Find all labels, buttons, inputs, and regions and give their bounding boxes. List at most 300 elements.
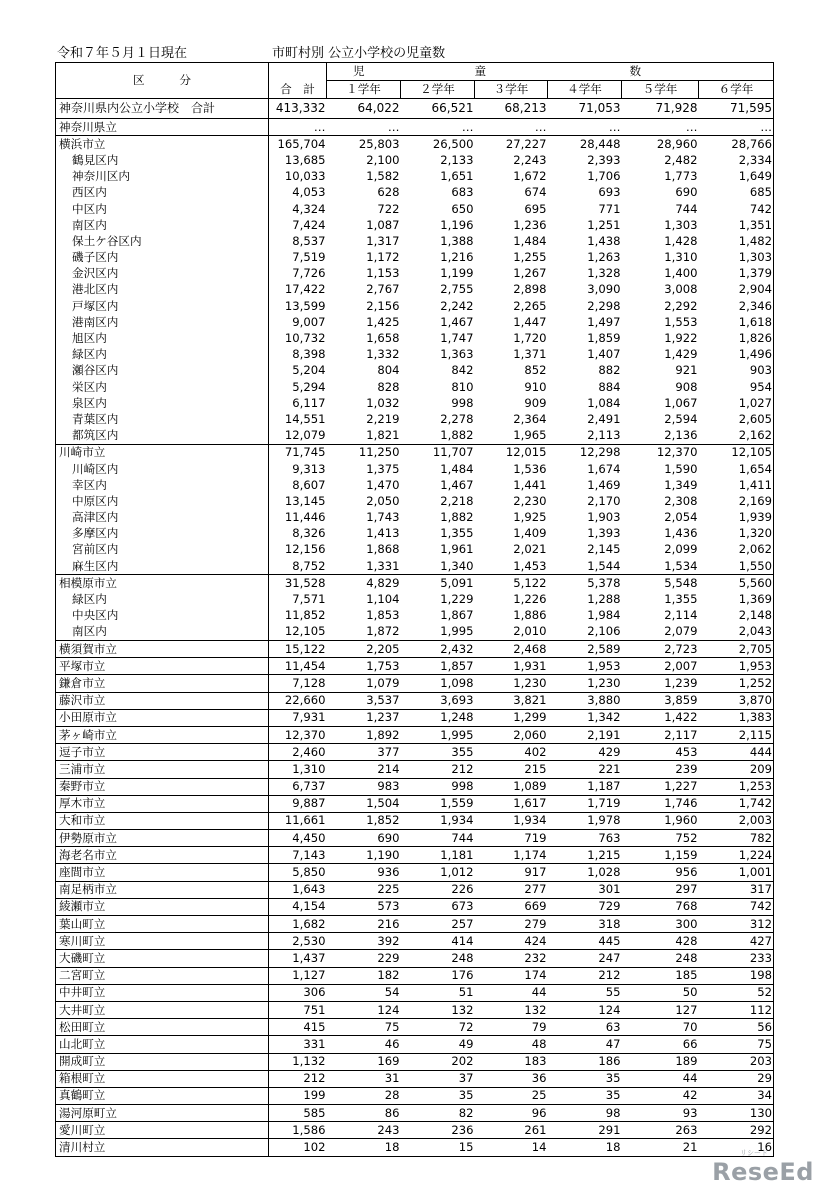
cell-value: 203	[699, 1053, 774, 1070]
cell-value: …	[699, 119, 774, 136]
table-row	[56, 379, 774, 395]
cell-value: 1,132	[269, 1053, 327, 1070]
cell-value: 261	[475, 1122, 548, 1139]
cell-value: 44	[475, 984, 548, 1001]
cell-value: 1,227	[622, 778, 699, 795]
cell-value: 56	[699, 1019, 774, 1036]
cell-value: 11,852	[284, 608, 326, 623]
row-name: 神奈川県内公立小学校 合計	[56, 99, 269, 119]
cell-value: 5,378	[548, 575, 622, 592]
cell-value: …	[622, 119, 699, 136]
cell-value: 2,162	[699, 428, 774, 445]
cell-value: 72	[401, 1019, 475, 1036]
cell-value: 1,747	[440, 331, 474, 346]
cell-value: 1,224	[699, 847, 774, 864]
row-name: 山北町立	[56, 1036, 269, 1053]
watermark-sub: リシード	[740, 1149, 768, 1157]
cell-value: 1,939	[699, 510, 774, 526]
cell-value: 1,447	[513, 314, 547, 329]
cell-value: 1,393	[587, 526, 621, 541]
cell-value: 52	[699, 984, 774, 1001]
cell-value: 1,857	[401, 658, 475, 675]
cell-value: 2,468	[475, 641, 548, 658]
cell-value: 5,091	[401, 575, 475, 592]
cell-value: 243	[327, 1122, 401, 1139]
cell-value: 4,829	[327, 575, 401, 592]
table-row	[56, 201, 774, 217]
cell-value: 1,853	[366, 608, 400, 623]
row-name: 金沢区内	[56, 266, 269, 282]
cell-value: 36	[475, 1070, 548, 1087]
cell-value: 1,331	[366, 558, 400, 573]
cell-value: 212	[401, 761, 475, 778]
table-title: 市町村別 公立小学校の児童数	[272, 46, 446, 61]
cell-value: 21	[622, 1139, 699, 1156]
cell-value: 1,582	[366, 169, 400, 184]
cell-value: 4,053	[292, 185, 326, 200]
cell-value: 1,559	[401, 795, 475, 812]
cell-value: 25	[475, 1087, 548, 1104]
cell-value: 1,252	[699, 675, 774, 692]
cell-value: 2,113	[587, 428, 621, 443]
table-row	[56, 916, 774, 933]
cell-value: 3,537	[327, 692, 401, 709]
cell-value: 1,159	[622, 847, 699, 864]
row-name: 小田原市立	[56, 709, 269, 726]
cell-value: 55	[548, 984, 622, 1001]
cell-value: 2,298	[587, 298, 621, 313]
cell-value: 1,961	[440, 542, 474, 557]
cell-value: 1,226	[513, 592, 547, 607]
table-row	[56, 152, 774, 168]
cell-value: 1,886	[513, 608, 547, 623]
cell-value: 124	[548, 1001, 622, 1018]
table-row	[56, 411, 774, 427]
cell-value: 186	[548, 1053, 622, 1070]
cell-value: 1,196	[440, 217, 474, 232]
row-name: 神奈川区内	[56, 169, 269, 185]
table-row	[56, 119, 774, 136]
cell-value: 1,067	[664, 395, 698, 410]
cell-value: 402	[475, 744, 548, 761]
cell-value: 7,726	[292, 266, 326, 281]
row-name: 秦野市立	[56, 778, 269, 795]
cell-value: 11,250	[327, 444, 401, 461]
cell-value: 1,104	[366, 592, 400, 607]
group-header-char-3: 数	[622, 63, 699, 81]
cell-value: 1,089	[475, 778, 548, 795]
cell-value: 1,438	[587, 233, 621, 248]
cell-value: 7,931	[269, 709, 327, 726]
cell-value: 690	[675, 185, 698, 200]
cell-value: 782	[699, 830, 774, 847]
cell-value: 6,117	[292, 395, 326, 410]
cell-value: 804	[377, 363, 400, 378]
cell-value: 28	[327, 1087, 401, 1104]
cell-value: 752	[622, 830, 699, 847]
cell-value: 1,953	[548, 658, 622, 675]
cell-value: 1,643	[269, 881, 327, 898]
table-row	[56, 881, 774, 898]
table-row	[56, 558, 774, 575]
cell-value: …	[548, 119, 622, 136]
cell-value: 1,237	[327, 709, 401, 726]
cell-value: 232	[475, 950, 548, 967]
cell-value: 2,170	[587, 493, 621, 508]
table-row	[56, 624, 774, 641]
cell-value: 1,236	[513, 217, 547, 232]
cell-value: 132	[401, 1001, 475, 1018]
row-name: 箱根町立	[56, 1070, 269, 1087]
cell-value: 1,012	[401, 864, 475, 881]
cell-value: 903	[699, 363, 774, 379]
cell-value: 1,255	[513, 250, 547, 265]
cell-value: 1,617	[475, 795, 548, 812]
table-row	[56, 898, 774, 915]
cell-value: 1,743	[366, 510, 400, 525]
cell-value: 2,136	[664, 428, 698, 443]
row-name: 都筑区内	[56, 428, 269, 445]
cell-value: 7,571	[292, 592, 326, 607]
cell-value: 10,732	[284, 331, 326, 346]
row-name: 三浦市立	[56, 761, 269, 778]
cell-value: 1,931	[475, 658, 548, 675]
cell-value: 2,432	[401, 641, 475, 658]
cell-value: 18	[548, 1139, 622, 1156]
table-row	[56, 847, 774, 864]
row-name: 青葉区内	[56, 411, 269, 427]
cell-value: 4,450	[269, 830, 327, 847]
cell-value: 2,054	[664, 510, 698, 525]
cell-value: 1,544	[587, 558, 621, 573]
cell-value: 63	[548, 1019, 622, 1036]
cell-value: 1,230	[548, 675, 622, 692]
cell-value: 29	[699, 1070, 774, 1087]
cell-value: 75	[699, 1036, 774, 1053]
cell-value: 1,882	[440, 428, 474, 443]
cell-value: 1,027	[699, 395, 774, 411]
cell-value: 998	[401, 778, 475, 795]
cell-value: 124	[327, 1001, 401, 1018]
cell-value: 1,867	[440, 608, 474, 623]
table-row	[56, 658, 774, 675]
table-row	[56, 217, 774, 233]
cell-value: 98	[548, 1105, 622, 1122]
cell-value: 842	[451, 363, 474, 378]
cell-value: 1,586	[269, 1122, 327, 1139]
cell-value: 921	[675, 363, 698, 378]
cell-value: 8,326	[292, 526, 326, 541]
cell-value: 884	[598, 379, 621, 394]
cell-value: 771	[598, 201, 621, 216]
row-name: 愛川町立	[56, 1122, 269, 1139]
cell-value: 683	[451, 185, 474, 200]
cell-value: 1,553	[664, 314, 698, 329]
cell-value: 1,682	[269, 916, 327, 933]
cell-value: 8,398	[292, 347, 326, 362]
row-name: 座間市立	[56, 864, 269, 881]
cell-value: 79	[475, 1019, 548, 1036]
cell-value: 2,021	[513, 542, 547, 557]
cell-value: 1,742	[699, 795, 774, 812]
cell-value: 1,672	[513, 169, 547, 184]
cell-value: 46	[327, 1036, 401, 1053]
cell-value: 1,872	[366, 624, 400, 639]
cell-value: 2,904	[699, 282, 774, 298]
cell-value: 909	[524, 395, 547, 410]
cell-value: 3,008	[664, 282, 698, 297]
cell-value: 2,117	[622, 726, 699, 743]
cell-value: 4,324	[292, 201, 326, 216]
cell-value: 31,528	[269, 575, 327, 592]
cell-value: 1,469	[587, 477, 621, 492]
row-name: 泉区内	[56, 395, 269, 411]
cell-value: 1,407	[587, 347, 621, 362]
table-row	[56, 726, 774, 743]
cell-value: 917	[475, 864, 548, 881]
table-row	[56, 608, 774, 624]
row-name: 南区内	[56, 624, 269, 641]
cell-value: 12,370	[269, 726, 327, 743]
cell-value: 1,303	[699, 250, 774, 266]
cell-value: 2,723	[622, 641, 699, 658]
cell-value: 1,651	[440, 169, 474, 184]
cell-value: 1,187	[548, 778, 622, 795]
cell-value: 44	[622, 1070, 699, 1087]
row-name: 磯子区内	[56, 250, 269, 266]
cell-value: 954	[699, 379, 774, 395]
table-body	[56, 99, 774, 1157]
cell-value: 7,128	[269, 675, 327, 692]
cell-value: 132	[475, 1001, 548, 1018]
cell-value: 2,156	[366, 298, 400, 313]
cell-value: 11,707	[401, 444, 475, 461]
table-row	[56, 314, 774, 330]
row-name: 松田町立	[56, 1019, 269, 1036]
table-row	[56, 864, 774, 881]
cell-value: 226	[401, 881, 475, 898]
table-row	[56, 692, 774, 709]
table-row	[56, 477, 774, 493]
cell-value: 66,521	[401, 99, 475, 119]
cell-value: 1,429	[664, 347, 698, 362]
cell-value: 427	[699, 933, 774, 950]
cell-value: 2,705	[699, 641, 774, 658]
cell-value: 1,087	[366, 217, 400, 232]
cell-value: 70	[622, 1019, 699, 1036]
table-row	[56, 185, 774, 201]
cell-value: 71,053	[548, 99, 622, 119]
cell-value: 2,007	[622, 658, 699, 675]
row-name: 綾瀬市立	[56, 898, 269, 915]
cell-value: …	[269, 119, 327, 136]
row-name: 保土ケ谷区内	[56, 233, 269, 249]
cell-value: …	[401, 119, 475, 136]
cell-value: 1,984	[587, 608, 621, 623]
cell-value: 71,745	[269, 444, 327, 461]
cell-value: 257	[401, 916, 475, 933]
cell-value: 50	[622, 984, 699, 1001]
cell-value: 722	[377, 201, 400, 216]
cell-value: 28,448	[548, 136, 622, 153]
cell-value: 1,215	[548, 847, 622, 864]
row-name: 鎌倉市立	[56, 675, 269, 692]
cell-value: 1,467	[440, 477, 474, 492]
cell-value: 2,364	[513, 411, 547, 426]
cell-value: 291	[548, 1122, 622, 1139]
row-name: 相模原市立	[56, 575, 269, 592]
cell-value: 236	[401, 1122, 475, 1139]
row-name: 高津区内	[56, 510, 269, 526]
cell-value: 719	[475, 830, 548, 847]
cell-value: 1,674	[587, 461, 621, 476]
cell-value: 1,028	[548, 864, 622, 881]
cell-value: 1,079	[327, 675, 401, 692]
cell-value: 12,105	[284, 624, 326, 639]
cell-value: 102	[269, 1139, 327, 1156]
cell-value: 628	[377, 185, 400, 200]
cell-value: 2,605	[699, 411, 774, 427]
cell-value: 4,154	[269, 898, 327, 915]
table-row	[56, 526, 774, 542]
cell-value: 11,446	[284, 510, 326, 525]
cell-value: 1,340	[440, 558, 474, 573]
cell-value: 392	[327, 933, 401, 950]
cell-value: 174	[475, 967, 548, 984]
cell-value: 2,243	[513, 152, 547, 167]
cell-value: 112	[699, 1001, 774, 1018]
cell-value: 312	[699, 916, 774, 933]
header-row-1	[56, 63, 774, 81]
cell-value: 1,375	[366, 461, 400, 476]
cell-value: 1,746	[622, 795, 699, 812]
table-row	[56, 1105, 774, 1122]
cell-value: 1,995	[401, 726, 475, 743]
cell-value: 1,342	[548, 709, 622, 726]
cell-value: 54	[327, 984, 401, 1001]
cell-value: 445	[548, 933, 622, 950]
cell-value: 22,660	[269, 692, 327, 709]
cell-value: 169	[327, 1053, 401, 1070]
cell-value: 1,753	[327, 658, 401, 675]
cell-value: 1,892	[327, 726, 401, 743]
table-row	[56, 363, 774, 379]
cell-value: 7,424	[292, 217, 326, 232]
cell-value: 1,504	[327, 795, 401, 812]
cell-value: 1,978	[548, 812, 622, 829]
cell-value: 744	[401, 830, 475, 847]
cell-value: 690	[327, 830, 401, 847]
cell-value: 3,859	[622, 692, 699, 709]
cell-value: 1,253	[699, 778, 774, 795]
cell-value: 16	[699, 1139, 774, 1156]
row-name: 逗子市立	[56, 744, 269, 761]
table-row	[56, 1053, 774, 1070]
cell-value: 1,098	[401, 675, 475, 692]
cell-value: 5,548	[622, 575, 699, 592]
cell-value: 1,355	[664, 592, 698, 607]
cell-value: 248	[622, 950, 699, 967]
cell-value: 35	[548, 1087, 622, 1104]
cell-value: 1,882	[440, 510, 474, 525]
cell-value: 13,685	[284, 152, 326, 167]
cell-value: 1,965	[513, 428, 547, 443]
cell-value: 2,079	[664, 624, 698, 639]
cell-value: 1,328	[587, 266, 621, 281]
cell-value: 1,484	[440, 461, 474, 476]
row-name: 中原区内	[56, 493, 269, 509]
table-row	[56, 950, 774, 967]
cell-value: 2,393	[587, 152, 621, 167]
cell-value: 1,288	[587, 592, 621, 607]
row-name: 開成町立	[56, 1053, 269, 1070]
cell-value: 1,436	[664, 526, 698, 541]
cell-value: 64,022	[327, 99, 401, 119]
cell-value: 428	[622, 933, 699, 950]
cell-value: 31	[327, 1070, 401, 1087]
table-row	[56, 641, 774, 658]
cell-value: 650	[451, 201, 474, 216]
cell-value: 212	[548, 967, 622, 984]
cell-value: 1,960	[622, 812, 699, 829]
table-row	[56, 591, 774, 607]
cell-value: 7,143	[269, 847, 327, 864]
cell-value: 25,803	[327, 136, 401, 153]
cell-value: 1,001	[699, 864, 774, 881]
cell-value: 1,263	[587, 250, 621, 265]
enrollment-table	[55, 62, 774, 1157]
cell-value: 5,204	[292, 363, 326, 378]
cell-value: 695	[524, 201, 547, 216]
cell-value: 189	[622, 1053, 699, 1070]
cell-value: 1,467	[440, 314, 474, 329]
cell-value: 1,153	[366, 266, 400, 281]
cell-value: 768	[622, 898, 699, 915]
cell-value: 2,169	[699, 493, 774, 509]
cell-value: 1,248	[401, 709, 475, 726]
cell-value: 11,661	[269, 812, 327, 829]
cell-value: 48	[475, 1036, 548, 1053]
cell-value: 2,482	[664, 152, 698, 167]
cell-value: 2,346	[699, 298, 774, 314]
cell-value: 233	[699, 950, 774, 967]
cell-value: 216	[327, 916, 401, 933]
cell-value: 1,199	[440, 266, 474, 281]
cell-value: …	[327, 119, 401, 136]
cell-value: 2,050	[366, 493, 400, 508]
cell-value: 1,826	[699, 330, 774, 346]
cell-value: 2,767	[366, 282, 400, 297]
column-header: ６学年	[699, 81, 774, 99]
table-row	[56, 812, 774, 829]
cell-value: 13,145	[284, 493, 326, 508]
cell-value: 10,033	[284, 169, 326, 184]
table-row	[56, 99, 774, 119]
row-name: 中区内	[56, 201, 269, 217]
cell-value: 301	[548, 881, 622, 898]
cell-value: 1,229	[440, 592, 474, 607]
table-row	[56, 744, 774, 761]
cell-value: 199	[269, 1087, 327, 1104]
cell-value: 1,216	[440, 250, 474, 265]
table-row	[56, 1122, 774, 1139]
row-name: 戸塚区内	[56, 298, 269, 314]
table-row	[56, 575, 774, 592]
cell-value: 1,084	[587, 395, 621, 410]
cell-value: 8,537	[292, 233, 326, 248]
cell-value: 763	[548, 830, 622, 847]
column-header: １学年	[327, 81, 401, 99]
